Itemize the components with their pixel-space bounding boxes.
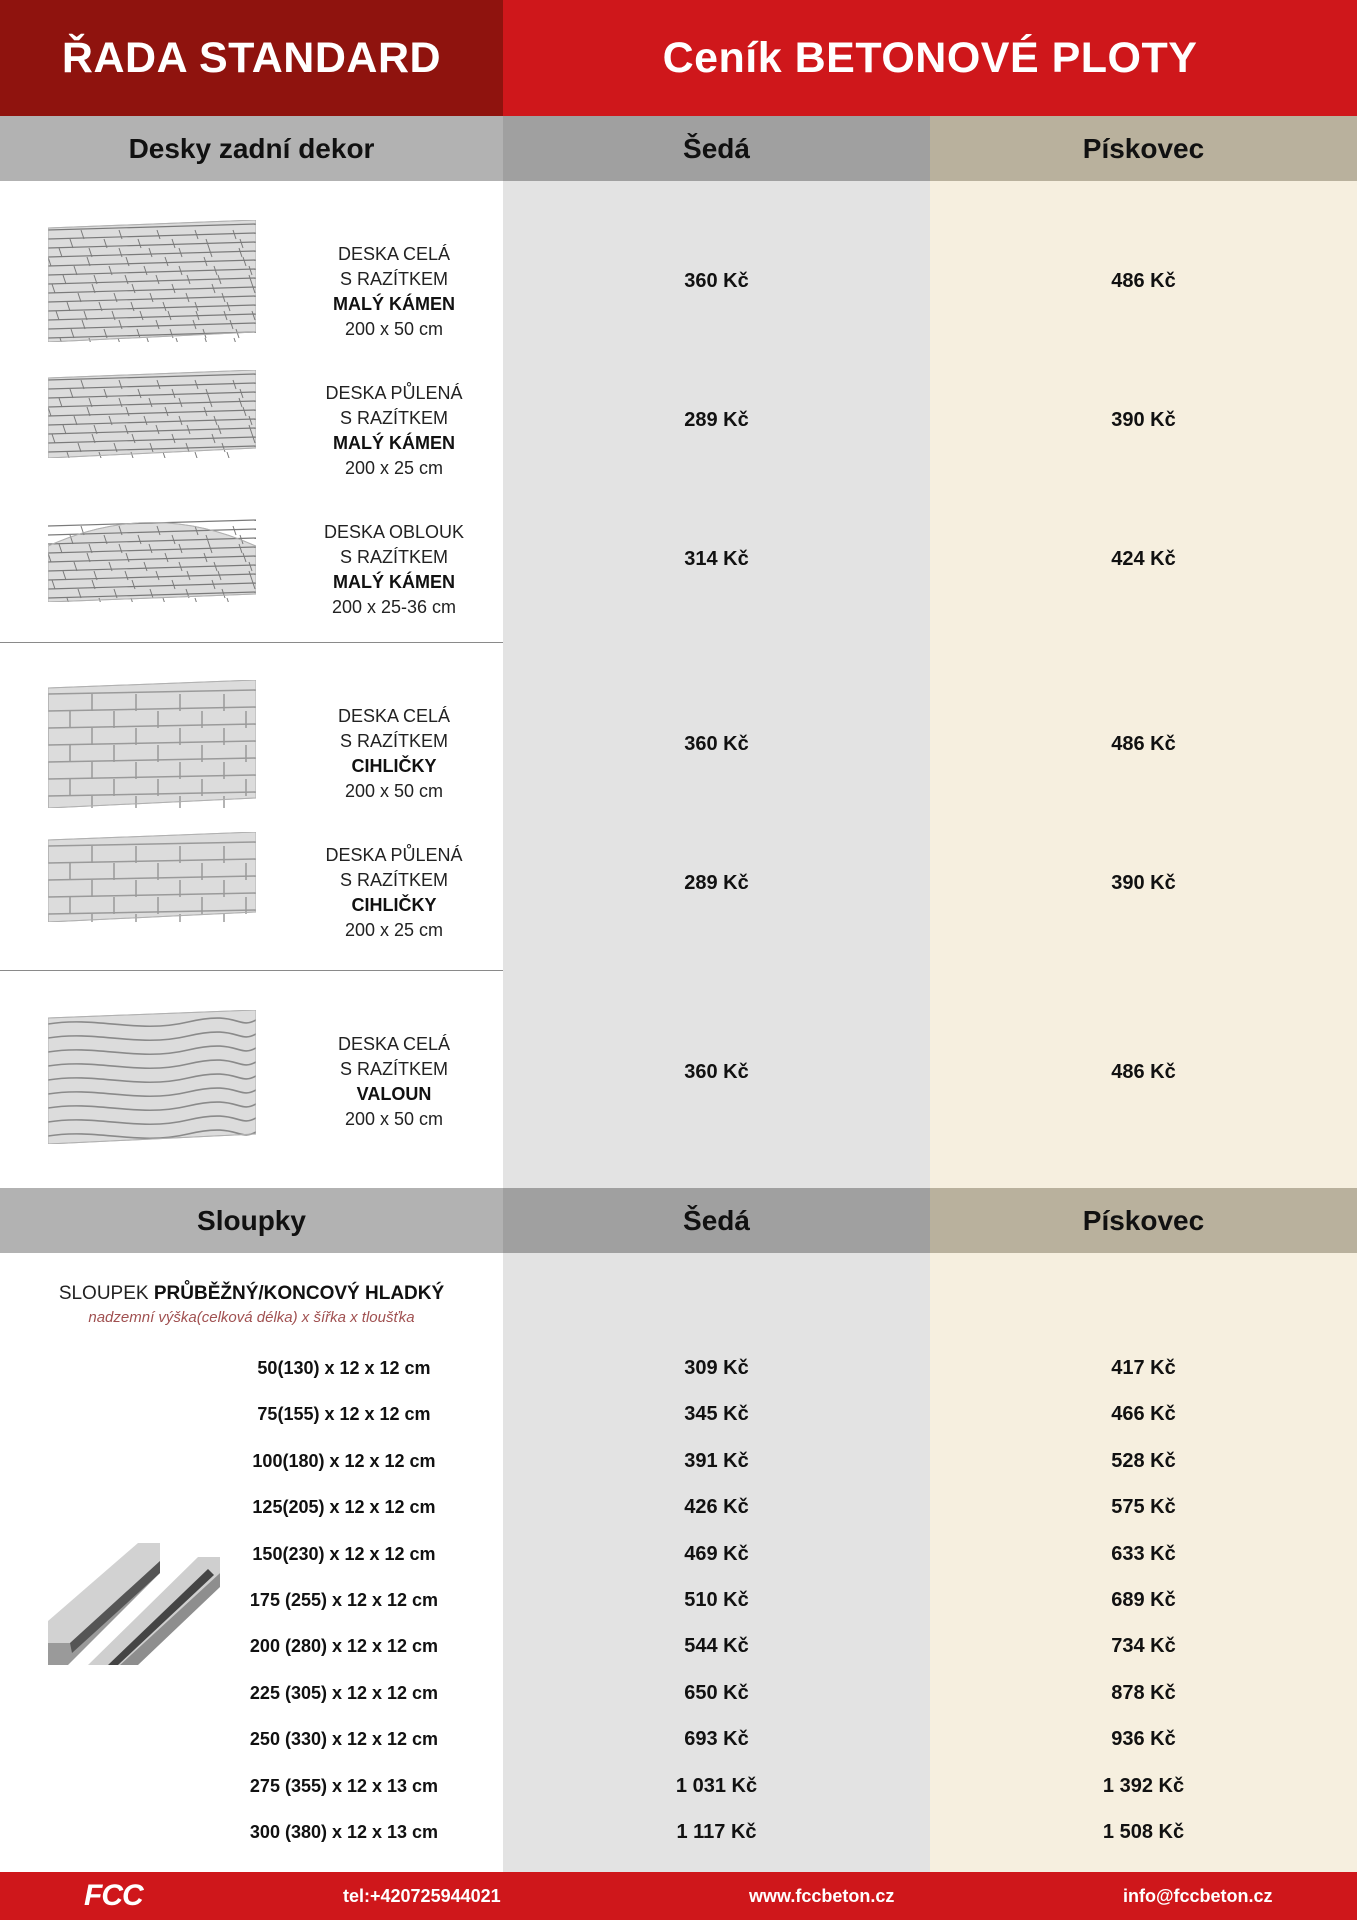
post-price-sand: 528 Kč bbox=[1111, 1449, 1176, 1472]
post-size: 275 (355) x 12 x 13 cm bbox=[249, 1775, 439, 1796]
boards-section-title: Desky zadní dekor bbox=[0, 116, 503, 181]
fcc-logo: FCC bbox=[84, 1879, 143, 1912]
board-image bbox=[48, 680, 256, 808]
board-size: 200 x 25 cm bbox=[344, 920, 444, 940]
board-stamp: S RAZÍTKEM bbox=[339, 870, 448, 890]
post-price-sand: 1 508 Kč bbox=[1102, 1821, 1185, 1843]
post-size: 150(230) x 12 x 12 cm bbox=[252, 1543, 436, 1564]
board-size: 200 x 50 cm bbox=[344, 319, 444, 339]
post-size: 300 (380) x 12 x 13 cm bbox=[249, 1822, 439, 1842]
board-type: DESKA CELÁ bbox=[337, 244, 451, 264]
board-pattern: MALÝ KÁMEN bbox=[333, 572, 455, 592]
board-description bbox=[310, 704, 478, 804]
post-price-sand: 466 Kč bbox=[1111, 1403, 1176, 1426]
post-price-grey: 309 Kč bbox=[684, 1357, 749, 1379]
board-price-sand: 390 Kč bbox=[1111, 872, 1176, 894]
post-size: 225 (305) x 12 x 12 cm bbox=[249, 1682, 439, 1703]
group-divider bbox=[0, 970, 503, 971]
board-description bbox=[310, 381, 478, 481]
board-pattern: CIHLIČKY bbox=[351, 756, 437, 776]
board-price-sand: 424 Kč bbox=[1111, 548, 1176, 570]
post-product-name bbox=[0, 1283, 503, 1305]
board-price-grey: 314 Kč bbox=[684, 548, 749, 570]
posts-sand-header: Pískovec bbox=[930, 1188, 1357, 1253]
post-dimension-note: nadzemní výška(celková délka) x šířka x tloušťka bbox=[88, 1309, 415, 1326]
board-type: DESKA CELÁ bbox=[337, 1034, 451, 1054]
board-pattern: CIHLIČKY bbox=[351, 895, 437, 915]
post-price-grey: 1 031 Kč bbox=[675, 1774, 758, 1797]
board-price-sand: 486 Kč bbox=[1111, 733, 1176, 755]
pricelist-title: Ceník BETONOVÉ PLOTY bbox=[662, 33, 1198, 82]
board-type: DESKA OBLOUK bbox=[323, 522, 465, 542]
board-stamp: S RAZÍTKEM bbox=[339, 408, 448, 428]
post-price-grey: 391 Kč bbox=[684, 1449, 749, 1472]
board-description bbox=[310, 843, 478, 943]
posts-grey-header: Šedá bbox=[503, 1188, 930, 1253]
board-price-grey: 289 Kč bbox=[684, 409, 749, 431]
board-type: DESKA PŮLENÁ bbox=[325, 383, 463, 403]
series-header bbox=[0, 0, 503, 116]
post-size: 200 (280) x 12 x 12 cm bbox=[249, 1636, 439, 1657]
board-type: DESKA PŮLENÁ bbox=[325, 845, 463, 865]
post-price-grey: 426 Kč bbox=[684, 1496, 749, 1519]
posts-section-title: Sloupky bbox=[0, 1188, 503, 1253]
board-image bbox=[48, 516, 256, 602]
post-price-sand: 936 Kč bbox=[1111, 1728, 1176, 1751]
post-price-grey: 693 Kč bbox=[684, 1728, 749, 1751]
post-size: 100(180) x 12 x 12 cm bbox=[252, 1450, 436, 1471]
footer-phone[interactable]: tel:+420725944021 bbox=[343, 1886, 501, 1906]
board-type: DESKA CELÁ bbox=[337, 706, 451, 726]
board-size: 200 x 50 cm bbox=[344, 781, 444, 801]
board-price-grey: 360 Kč bbox=[684, 1061, 749, 1083]
post-price-grey: 510 Kč bbox=[684, 1589, 749, 1611]
post-size: 125(205) x 12 x 12 cm bbox=[252, 1497, 436, 1518]
board-description bbox=[310, 242, 478, 342]
board-image bbox=[48, 832, 256, 922]
post-price-grey: 650 Kč bbox=[684, 1681, 749, 1704]
post-price-sand: 734 Kč bbox=[1111, 1635, 1176, 1658]
board-stamp: S RAZÍTKEM bbox=[339, 547, 448, 567]
board-stamp: S RAZÍTKEM bbox=[339, 269, 448, 289]
board-image bbox=[48, 1010, 256, 1144]
post-price-sand: 633 Kč bbox=[1111, 1542, 1176, 1565]
board-price-grey: 289 Kč bbox=[684, 872, 749, 894]
board-size: 200 x 25 cm bbox=[344, 458, 444, 478]
board-pattern: MALÝ KÁMEN bbox=[333, 433, 455, 453]
post-price-sand: 689 Kč bbox=[1111, 1589, 1176, 1611]
post-size: 175 (255) x 12 x 12 cm bbox=[249, 1590, 439, 1610]
boards-sand-header: Pískovec bbox=[930, 116, 1357, 181]
board-price-sand: 486 Kč bbox=[1111, 1061, 1176, 1083]
pricelist-header bbox=[503, 0, 1357, 116]
post-image bbox=[48, 1543, 238, 1665]
group-divider bbox=[0, 642, 503, 643]
post-name-bold: PRŮBĚŽNÝ/KONCOVÝ HLADKÝ bbox=[153, 1283, 445, 1304]
board-description bbox=[310, 520, 478, 620]
post-size: 50(130) x 12 x 12 cm bbox=[257, 1358, 431, 1378]
board-size: 200 x 25-36 cm bbox=[331, 597, 457, 617]
board-stamp: S RAZÍTKEM bbox=[339, 731, 448, 751]
board-price-sand: 486 Kč bbox=[1111, 270, 1176, 292]
post-price-sand: 1 392 Kč bbox=[1102, 1774, 1185, 1797]
post-price-sand: 417 Kč bbox=[1111, 1357, 1176, 1379]
board-price-grey: 360 Kč bbox=[684, 270, 749, 292]
post-size: 250 (330) x 12 x 12 cm bbox=[249, 1729, 439, 1750]
post-price-grey: 469 Kč bbox=[684, 1542, 749, 1565]
board-pattern: MALÝ KÁMEN bbox=[333, 294, 455, 314]
board-image bbox=[48, 370, 256, 458]
board-stamp: S RAZÍTKEM bbox=[339, 1059, 448, 1079]
board-size: 200 x 50 cm bbox=[344, 1109, 444, 1129]
footer-website[interactable]: www.fccbeton.cz bbox=[749, 1886, 895, 1906]
post-price-grey: 1 117 Kč bbox=[676, 1821, 757, 1843]
board-description bbox=[310, 1032, 478, 1132]
board-price-sand: 390 Kč bbox=[1111, 409, 1176, 431]
board-image bbox=[48, 220, 256, 342]
post-price-grey: 544 Kč bbox=[684, 1635, 749, 1658]
post-name-prefix: SLOUPEK bbox=[58, 1283, 149, 1304]
post-size: 75(155) x 12 x 12 cm bbox=[257, 1404, 431, 1425]
post-price-sand: 575 Kč bbox=[1111, 1496, 1176, 1519]
footer-email[interactable]: info@fccbeton.cz bbox=[1123, 1886, 1273, 1906]
board-pattern: VALOUN bbox=[356, 1084, 432, 1104]
series-title: ŘADA STANDARD bbox=[61, 33, 442, 82]
board-price-grey: 360 Kč bbox=[684, 733, 749, 755]
post-price-sand: 878 Kč bbox=[1111, 1681, 1176, 1704]
boards-grey-header: Šedá bbox=[503, 116, 930, 181]
post-price-grey: 345 Kč bbox=[684, 1403, 749, 1426]
